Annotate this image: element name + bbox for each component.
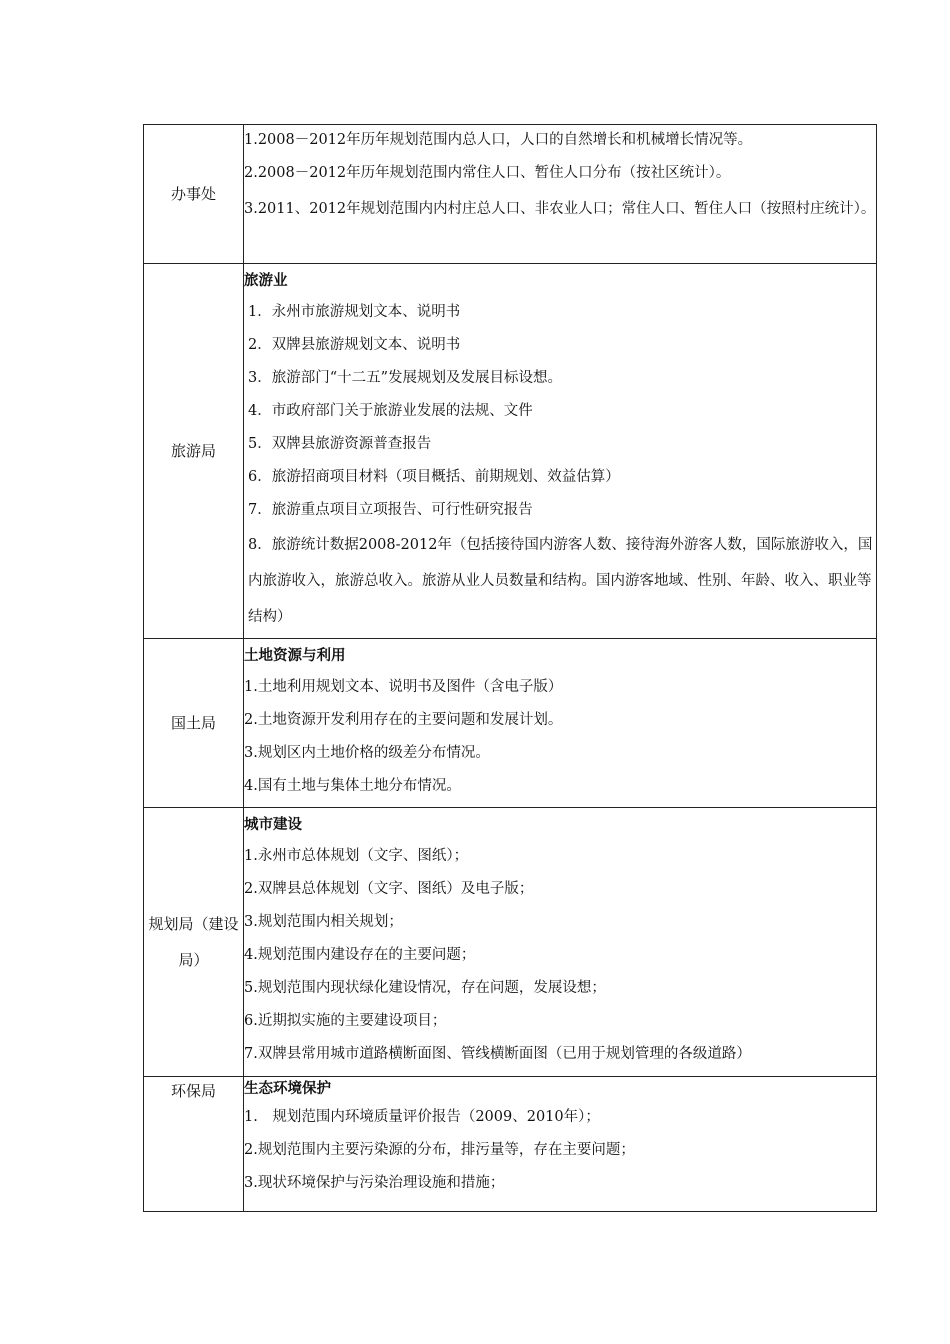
list-item: 2．双牌县旅游规划文本、说明书	[248, 337, 461, 353]
section-heading: 生态环境保护	[244, 1081, 331, 1097]
content-cell	[244, 125, 877, 264]
list-item: 4.规划范围内建设存在的主要问题；	[244, 947, 476, 963]
dept-cell	[144, 639, 244, 808]
list-item: 1.2008－2012年历年规划范围内总人口，人口的自然增长和机械增长情况等。	[244, 132, 753, 148]
dept-label: 规划局（建设局）	[148, 915, 239, 969]
dept-label: 办事处	[170, 185, 216, 203]
dept-cell	[144, 125, 244, 264]
list-item: 3．旅游部门“十二五”发展规划及发展目标设想。	[248, 370, 563, 386]
list-item: 7.双牌县常用城市道路横断面图、管线横断面图（已用于规划管理的各级道路）	[244, 1046, 751, 1062]
list-item: 3.规划区内土地价格的级差分布情况。	[244, 745, 490, 761]
content-cell	[244, 1077, 877, 1212]
dept-label: 旅游局	[170, 442, 216, 460]
list-item: 6.近期拟实施的主要建设项目；	[244, 1013, 447, 1029]
list-item: 3.规划范围内相关规划；	[244, 914, 403, 930]
table-row	[144, 264, 877, 639]
list-item: 4.国有土地与集体土地分布情况。	[244, 778, 461, 794]
list-item: 1．永州市旅游规划文本、说明书	[248, 304, 461, 320]
data-request-table	[143, 124, 877, 1212]
list-item: 5．双牌县旅游资源普查报告	[248, 436, 432, 452]
section-heading: 土地资源与利用	[244, 648, 346, 664]
list-item: 3.2011、2012年规划范围内内村庄总人口、非农业人口；常住人口、暂住人口（按照村庄统计）。	[244, 201, 876, 217]
section-heading: 旅游业	[244, 273, 288, 289]
table-row	[144, 808, 877, 1077]
dept-cell	[144, 264, 244, 639]
list-item: 1. 规划范围内环境质量评价报告（2009、2010年）；	[244, 1109, 600, 1125]
content-cell	[244, 264, 877, 639]
list-item: 2.土地资源开发利用存在的主要问题和发展计划。	[244, 712, 563, 728]
table-row	[144, 639, 877, 808]
list-item: 1.土地利用规划文本、说明书及图件（含电子版）	[244, 679, 563, 695]
list-item: 2.2008－2012年历年规划范围内常住人口、暂住人口分布（按社区统计）。	[244, 165, 731, 181]
dept-label: 国土局	[170, 714, 216, 732]
list-item: 7．旅游重点项目立项报告、可行性研究报告	[248, 502, 533, 518]
content-cell	[244, 808, 877, 1077]
list-item: 8．旅游统计数据2008-2012年（包括接待国内游客人数、接待海外游客人数，国际旅游收入，国内旅游收入，旅游总收入。旅游从业人员数量和结构。国内游客地域、性别、年龄、收入、职业等结构）	[248, 537, 873, 625]
section-heading: 城市建设	[244, 817, 302, 833]
list-item: 1.永州市总体规划（文字、图纸）；	[244, 848, 469, 864]
dept-cell	[144, 808, 244, 1077]
dept-label: 环保局	[170, 1082, 216, 1100]
list-item: 2.双牌县总体规划（文字、图纸）及电子版；	[244, 881, 534, 897]
list-item: 5.规划范围内现状绿化建设情况，存在问题，发展设想；	[244, 980, 606, 996]
content-cell	[244, 639, 877, 808]
dept-cell	[144, 1077, 244, 1212]
list-item: 3.现状环境保护与污染治理设施和措施；	[244, 1175, 505, 1191]
table-row	[144, 125, 877, 264]
list-item: 4．市政府部门关于旅游业发展的法规、文件	[248, 403, 533, 419]
table-row	[144, 1077, 877, 1212]
list-item: 6．旅游招商项目材料（项目概括、前期规划、效益估算）	[248, 469, 620, 485]
list-item: 2.规划范围内主要污染源的分布，排污量等，存在主要问题；	[244, 1142, 635, 1158]
